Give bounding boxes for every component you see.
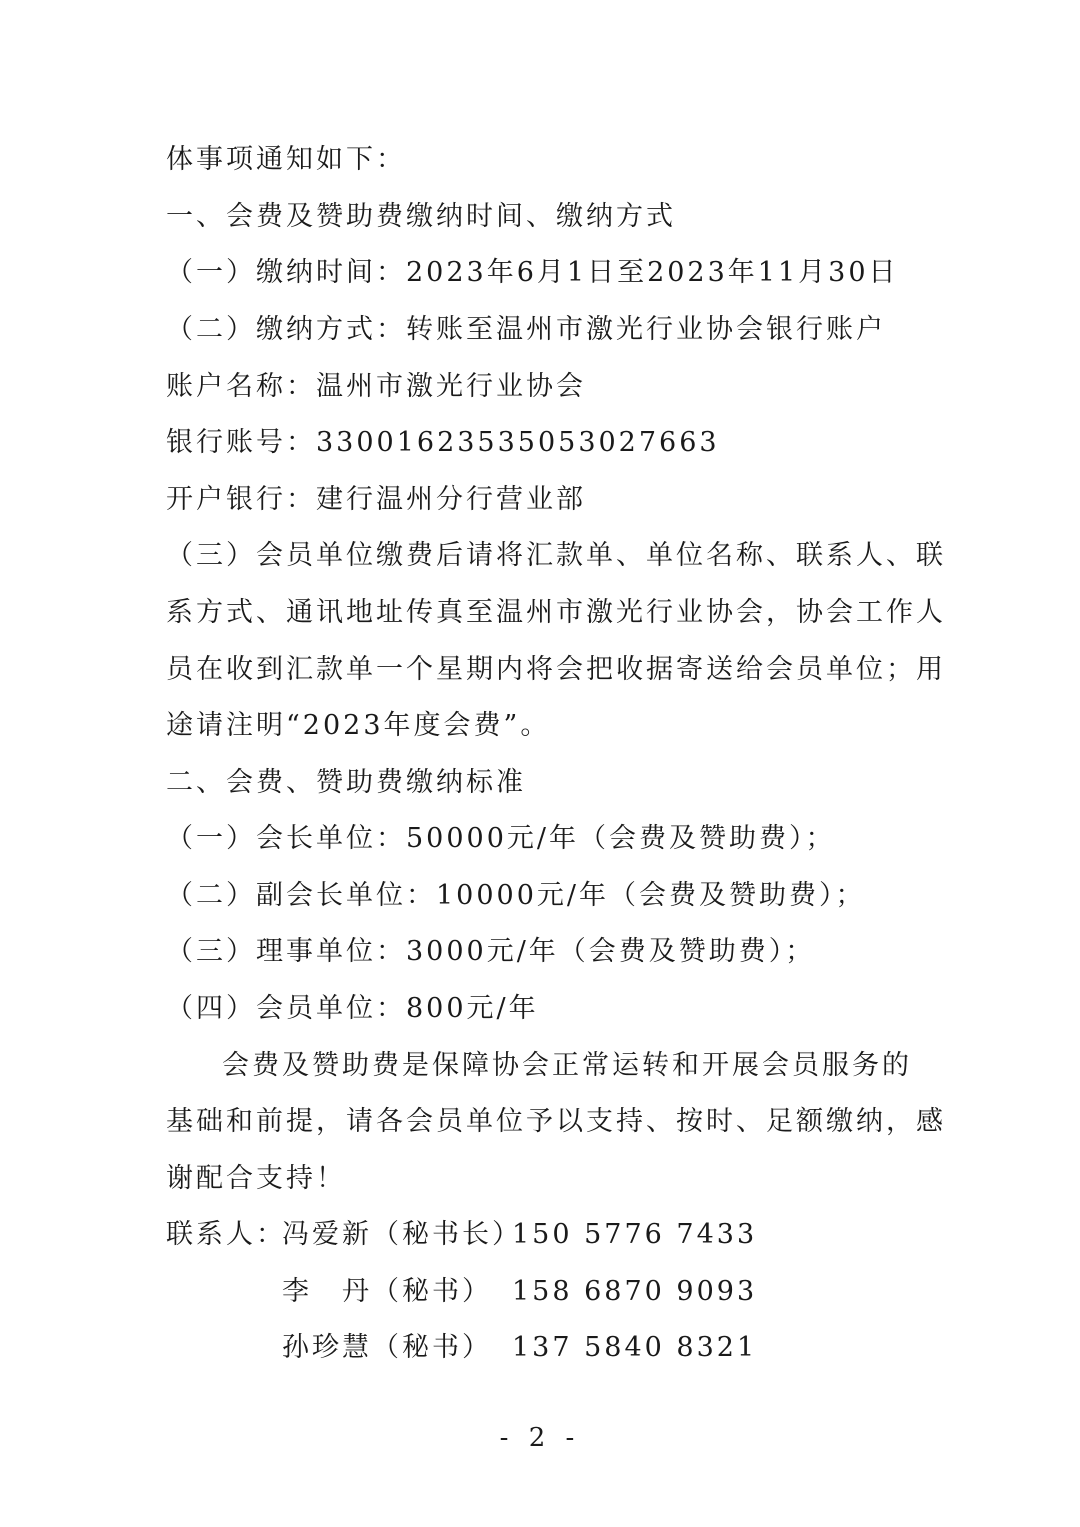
contact-phone: 158 6870 9093: [512, 1276, 758, 1307]
contact-name: 李 丹（秘书）: [282, 1276, 492, 1307]
closing-line: 基础和前提，请各会员单位予以支持、按时、足额缴纳，感: [166, 1106, 946, 1137]
contacts-label: 联系人：: [166, 1219, 286, 1250]
fee-standard-line: （一）会长单位：50000元/年（会费及赞助费）；: [166, 823, 836, 854]
bank-line: 开户银行：建行温州分行营业部: [166, 484, 586, 515]
contact-name: 孙珍慧（秘书）: [282, 1332, 492, 1363]
section-heading: 一、会费及赞助费缴纳时间、缴纳方式: [166, 201, 676, 232]
account-number-line: 银行账号：33001623535053027663: [166, 427, 720, 458]
body-line: 员在收到汇款单一个星期内将会把收据寄送给会员单位；用: [166, 654, 946, 685]
body-line: （二）缴纳方式：转账至温州市激光行业协会银行账户: [166, 314, 886, 345]
fee-standard-line: （四）会员单位：800元/年: [166, 993, 539, 1024]
page-number: - 2 -: [499, 1423, 581, 1453]
contact-phone: 150 5776 7433: [512, 1219, 758, 1250]
body-line: 系方式、通讯地址传真至温州市激光行业协会，协会工作人: [166, 597, 946, 628]
account-name-line: 账户名称：温州市激光行业协会: [166, 371, 586, 402]
contact-name: 冯爱新（秘书长）: [282, 1219, 522, 1250]
closing-line: 谢配合支持！: [166, 1163, 346, 1194]
body-line: 途请注明“2023年度会费”。: [166, 710, 551, 741]
contact-phone: 137 5840 8321: [512, 1332, 758, 1363]
body-line: （三）会员单位缴费后请将汇款单、单位名称、联系人、联: [166, 540, 946, 571]
fee-standard-line: （二）副会长单位：10000元/年（会费及赞助费）；: [166, 880, 866, 911]
body-line: 体事项通知如下：: [166, 144, 406, 175]
body-line: （一）缴纳时间：2023年6月1日至2023年11月30日: [166, 257, 899, 288]
fee-standard-line: （三）理事单位：3000元/年（会费及赞助费）；: [166, 936, 816, 967]
closing-line: 会费及赞助费是保障协会正常运转和开展会员服务的: [222, 1050, 912, 1081]
section-heading: 二、会费、赞助费缴纳标准: [166, 767, 526, 798]
